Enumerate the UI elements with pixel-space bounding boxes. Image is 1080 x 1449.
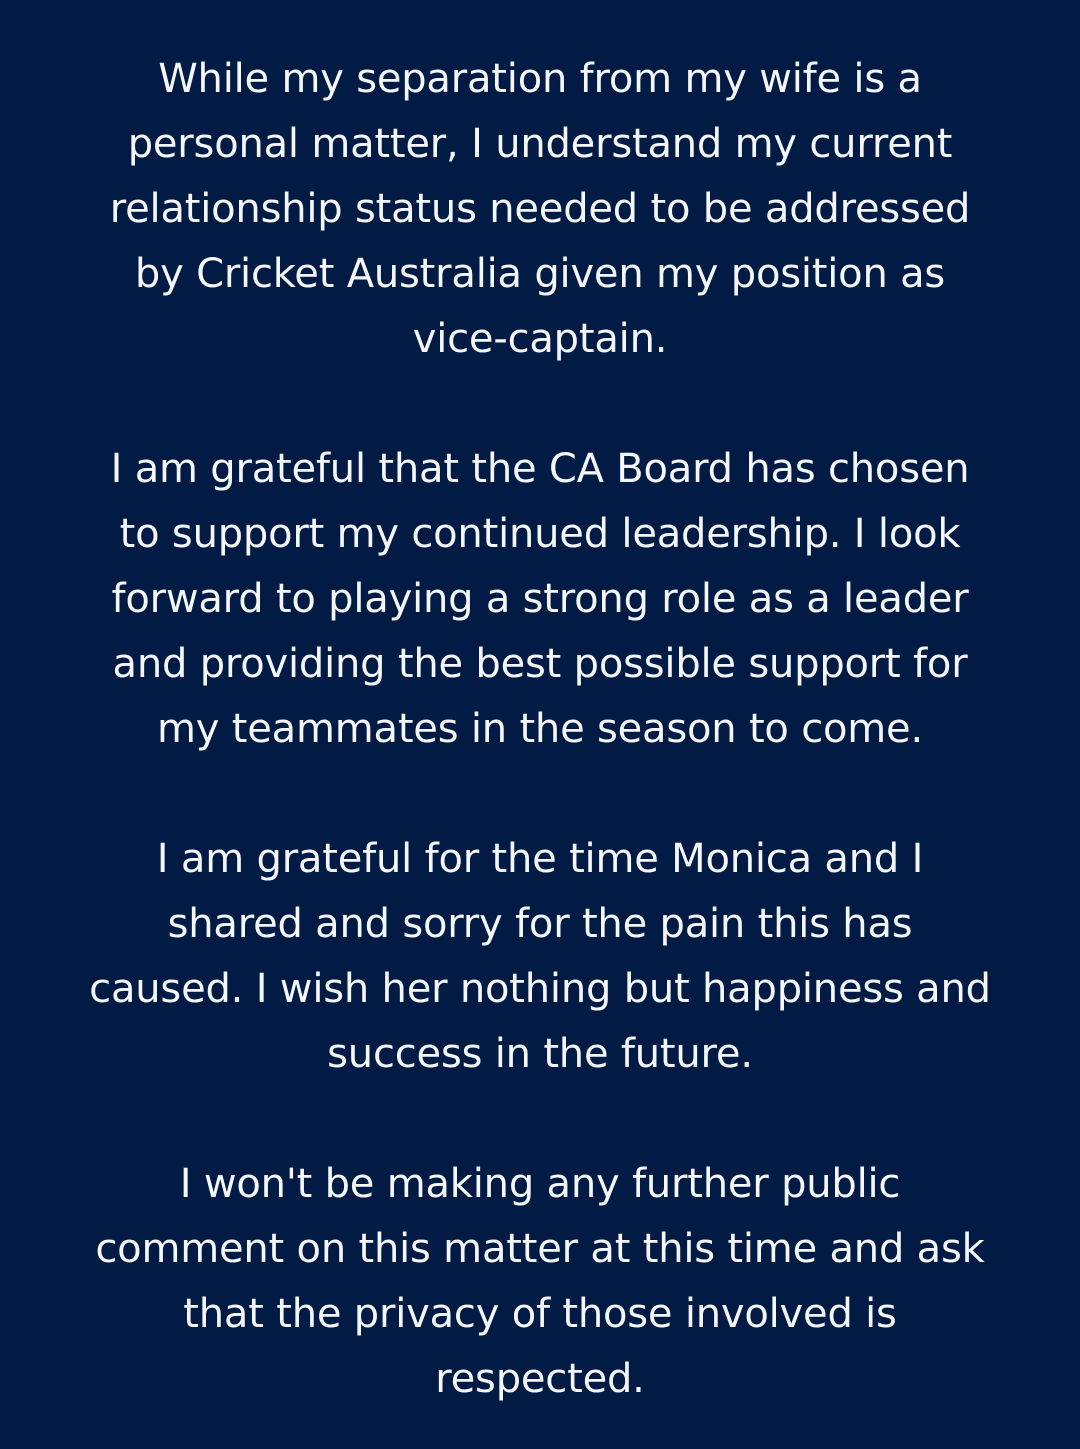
paragraph-line: While my separation from my wife is a [158, 56, 922, 102]
paragraph-line: respected. [435, 1356, 645, 1402]
paragraph-line: vice-captain. [412, 316, 668, 362]
paragraph-line: by Cricket Australia given my position as [134, 251, 946, 297]
statement-text [0, 47, 1080, 1412]
statement-paragraph-2 [0, 437, 1080, 762]
paragraph-line: that the privacy of those involved is [183, 1291, 897, 1337]
paragraph-line: shared and sorry for the pain this has [167, 901, 913, 947]
statement-paragraph-1 [0, 47, 1080, 372]
paragraph-line: forward to playing a strong role as a leader [111, 576, 969, 622]
paragraph-line: relationship status needed to be addressed [109, 186, 971, 232]
paragraph-line: my teammates in the season to come. [157, 706, 923, 752]
statement-paragraph-3 [0, 827, 1080, 1087]
paragraph-line: personal matter, I understand my current [127, 121, 953, 167]
paragraph-line: I am grateful that the CA Board has chosen [110, 446, 970, 492]
paragraph-line: success in the future. [327, 1031, 753, 1077]
paragraph-line: I am grateful for the time Monica and I [156, 836, 924, 882]
statement-paragraph-4 [0, 1152, 1080, 1412]
paragraph-line: and providing the best possible support for [112, 641, 968, 687]
paragraph-line: caused. I wish her nothing but happiness and [89, 966, 991, 1012]
paragraph-line: comment on this matter at this time and ask [95, 1226, 985, 1272]
paragraph-line: to support my continued leadership. I look [119, 511, 961, 557]
paragraph-line: I won't be making any further public [179, 1161, 901, 1207]
